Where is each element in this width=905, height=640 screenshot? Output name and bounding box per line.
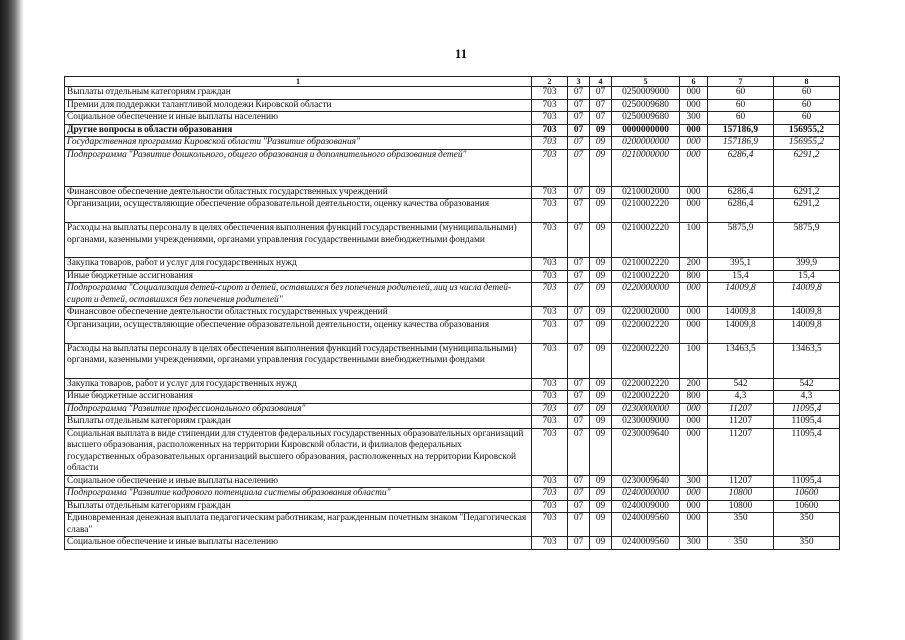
row-subsection-cell: 09 [590,137,612,150]
row-subsection-cell: 09 [590,307,612,320]
row-ministry-code-cell: 703 [532,99,568,112]
table-row [65,99,840,112]
row-amount-year2-cell: 10600 [774,500,840,513]
row-ministry-code-cell: 703 [532,488,568,501]
row-ministry-code-cell: 703 [532,319,568,343]
header-cell: 4 [590,77,612,87]
row-subsection-cell: 09 [590,258,612,271]
table-row [65,343,840,378]
row-expense-type-cell: 000 [680,488,708,501]
row-subsection-cell: 07 [590,112,612,125]
row-target-article-cell: 0240000000 [612,488,680,501]
row-target-article-cell: 0250009000 [612,87,680,100]
row-ministry-code-cell: 703 [532,87,568,100]
row-ministry-code-cell: 703 [532,391,568,404]
row-amount-year2-cell: 14009,8 [774,307,840,320]
row-amount-year2-cell: 399,9 [774,258,840,271]
row-expense-type-cell: 000 [680,307,708,320]
row-name-cell: Организации, осуществляющие обеспечение образовательной деятельности, оценку качества образования [65,319,532,343]
row-subsection-cell: 09 [590,270,612,283]
row-target-article-cell: 0210002000 [612,186,680,199]
row-amount-year2-cell: 4,3 [774,391,840,404]
row-section-cell: 07 [568,488,590,501]
row-amount-year2-cell: 60 [774,87,840,100]
row-amount-year2-cell: 6291,2 [774,149,840,186]
row-section-cell: 07 [568,270,590,283]
table-row [65,488,840,501]
row-target-article-cell: 0210000000 [612,149,680,186]
row-ministry-code-cell: 703 [532,475,568,488]
row-target-article-cell: 0200000000 [612,137,680,150]
row-section-cell: 07 [568,124,590,137]
table-row [65,186,840,199]
table-row [65,391,840,404]
row-ministry-code-cell: 703 [532,186,568,199]
row-name-cell: Расходы на выплаты персоналу в целях обеспечения выполнения функций государственными (муниципальными) органами, казенными учреждениями, органами управления государственными внебюджетными фондами [65,343,532,378]
row-target-article-cell: 0240009000 [612,500,680,513]
row-subsection-cell: 07 [590,87,612,100]
row-amount-year1-cell: 157186,9 [708,137,774,150]
row-amount-year1-cell: 5875,9 [708,223,774,258]
row-amount-year2-cell: 350 [774,537,840,550]
row-name-cell: Подпрограмма "Развитие дошкольного, общего образования и дополнительного образования детей" [65,149,532,186]
row-amount-year2-cell: 15,4 [774,270,840,283]
row-ministry-code-cell: 703 [532,403,568,416]
table-row [65,270,840,283]
row-section-cell: 07 [568,307,590,320]
row-amount-year1-cell: 11207 [708,403,774,416]
row-amount-year1-cell: 542 [708,378,774,391]
row-target-article-cell: 0220002220 [612,343,680,378]
row-target-article-cell: 0230009000 [612,416,680,429]
row-subsection-cell: 09 [590,500,612,513]
row-target-article-cell: 0240009560 [612,513,680,537]
row-amount-year2-cell: 11095,4 [774,403,840,416]
row-section-cell: 07 [568,258,590,271]
row-subsection-cell: 09 [590,149,612,186]
table-row [65,283,840,307]
row-ministry-code-cell: 703 [532,137,568,150]
row-section-cell: 07 [568,343,590,378]
row-ministry-code-cell: 703 [532,112,568,125]
row-section-cell: 07 [568,283,590,307]
row-amount-year2-cell: 156955,2 [774,137,840,150]
row-section-cell: 07 [568,112,590,125]
table-row [65,137,840,150]
row-name-cell: Подпрограмма "Развитие профессионального образования" [65,403,532,416]
row-section-cell: 07 [568,378,590,391]
header-cell: 1 [65,77,532,87]
row-expense-type-cell: 000 [680,428,708,475]
row-subsection-cell: 09 [590,199,612,223]
row-name-cell: Выплаты отдельным категориям граждан [65,500,532,513]
row-subsection-cell: 09 [590,186,612,199]
row-expense-type-cell: 200 [680,378,708,391]
header-cell: 5 [612,77,680,87]
row-section-cell: 07 [568,223,590,258]
row-name-cell: Социальное обеспечение и иные выплаты населению [65,537,532,550]
row-ministry-code-cell: 703 [532,270,568,283]
row-expense-type-cell: 800 [680,270,708,283]
row-amount-year2-cell: 6291,2 [774,199,840,223]
row-target-article-cell: 0240009560 [612,537,680,550]
row-amount-year2-cell: 13463,5 [774,343,840,378]
header-cell: 8 [774,77,840,87]
row-amount-year1-cell: 6286,4 [708,199,774,223]
row-ministry-code-cell: 703 [532,283,568,307]
row-subsection-cell: 09 [590,513,612,537]
table-row [65,149,840,186]
table-row [65,428,840,475]
row-expense-type-cell: 300 [680,112,708,125]
row-section-cell: 07 [568,87,590,100]
row-ministry-code-cell: 703 [532,378,568,391]
row-section-cell: 07 [568,137,590,150]
row-section-cell: 07 [568,149,590,186]
row-section-cell: 07 [568,416,590,429]
row-expense-type-cell: 000 [680,403,708,416]
row-target-article-cell: 0220002220 [612,378,680,391]
row-name-cell: Подпрограмма "Развитие кадрового потенциала системы образования области" [65,488,532,501]
table-row [65,513,840,537]
scan-left-edge-shadow [0,0,24,640]
table-row [65,112,840,125]
table-row [65,403,840,416]
row-amount-year1-cell: 60 [708,87,774,100]
table-row [65,199,840,223]
row-target-article-cell: 0230009640 [612,475,680,488]
row-name-cell: Единовременная денежная выплата педагогическим работникам, награжденным почетным знаком "Педагогическая слава" [65,513,532,537]
row-subsection-cell: 09 [590,343,612,378]
row-name-cell: Финансовое обеспечение деятельности областных государственных учреждений [65,186,532,199]
row-target-article-cell: 0220002220 [612,319,680,343]
row-amount-year1-cell: 60 [708,112,774,125]
row-expense-type-cell: 300 [680,475,708,488]
table-body [65,87,840,550]
row-section-cell: 07 [568,500,590,513]
row-amount-year1-cell: 11207 [708,475,774,488]
row-amount-year1-cell: 10800 [708,500,774,513]
row-target-article-cell: 0210002220 [612,270,680,283]
table-header-row [65,77,840,87]
row-ministry-code-cell: 703 [532,428,568,475]
row-expense-type-cell: 200 [680,258,708,271]
row-amount-year2-cell: 6291,2 [774,186,840,199]
row-section-cell: 07 [568,186,590,199]
row-name-cell: Социальное обеспечение и иные выплаты населению [65,112,532,125]
row-amount-year1-cell: 350 [708,513,774,537]
row-amount-year2-cell: 60 [774,112,840,125]
row-target-article-cell: 0210002220 [612,199,680,223]
row-name-cell: Иные бюджетные ассигнования [65,270,532,283]
row-expense-type-cell: 300 [680,537,708,550]
row-expense-type-cell: 000 [680,199,708,223]
row-ministry-code-cell: 703 [532,307,568,320]
row-name-cell: Другие вопросы в области образования [65,124,532,137]
table-row [65,258,840,271]
row-ministry-code-cell: 703 [532,343,568,378]
row-ministry-code-cell: 703 [532,500,568,513]
row-amount-year1-cell: 10800 [708,488,774,501]
row-subsection-cell: 09 [590,428,612,475]
table-row [65,124,840,137]
row-amount-year2-cell: 11095,4 [774,416,840,429]
table-row [65,416,840,429]
row-section-cell: 07 [568,513,590,537]
row-amount-year1-cell: 14009,8 [708,307,774,320]
row-target-article-cell: 0250009680 [612,112,680,125]
row-amount-year2-cell: 156955,2 [774,124,840,137]
row-ministry-code-cell: 703 [532,199,568,223]
row-subsection-cell: 09 [590,403,612,416]
table-row [65,500,840,513]
row-expense-type-cell: 000 [680,513,708,537]
row-subsection-cell: 09 [590,416,612,429]
row-section-cell: 07 [568,475,590,488]
row-target-article-cell: 0250009680 [612,99,680,112]
row-expense-type-cell: 000 [680,87,708,100]
row-section-cell: 07 [568,199,590,223]
row-amount-year1-cell: 60 [708,99,774,112]
row-section-cell: 07 [568,537,590,550]
row-amount-year1-cell: 13463,5 [708,343,774,378]
table-row [65,475,840,488]
row-amount-year1-cell: 6286,4 [708,186,774,199]
row-name-cell: Финансовое обеспечение деятельности областных государственных учреждений [65,307,532,320]
row-expense-type-cell: 000 [680,416,708,429]
row-target-article-cell: 0220002220 [612,391,680,404]
row-subsection-cell: 09 [590,378,612,391]
row-ministry-code-cell: 703 [532,223,568,258]
row-ministry-code-cell: 703 [532,149,568,186]
row-expense-type-cell: 000 [680,186,708,199]
row-subsection-cell: 09 [590,475,612,488]
row-expense-type-cell: 000 [680,99,708,112]
row-subsection-cell: 09 [590,283,612,307]
header-cell: 2 [532,77,568,87]
row-expense-type-cell: 000 [680,124,708,137]
row-amount-year1-cell: 157186,9 [708,124,774,137]
row-name-cell: Расходы на выплаты персоналу в целях обеспечения выполнения функций государственными (муниципальными) органами, казенными учреждениями, органами управления государственными внебюджетными фондами [65,223,532,258]
row-amount-year1-cell: 395,1 [708,258,774,271]
row-section-cell: 07 [568,99,590,112]
row-amount-year2-cell: 11095,4 [774,428,840,475]
budget-table [64,76,840,550]
row-subsection-cell: 09 [590,223,612,258]
row-amount-year1-cell: 6286,4 [708,149,774,186]
row-expense-type-cell: 100 [680,223,708,258]
row-subsection-cell: 09 [590,391,612,404]
row-expense-type-cell: 100 [680,343,708,378]
row-amount-year1-cell: 14009,8 [708,319,774,343]
row-expense-type-cell: 000 [680,319,708,343]
row-amount-year1-cell: 4,3 [708,391,774,404]
row-name-cell: Государственная программа Кировской области "Развитие образования" [65,137,532,150]
row-ministry-code-cell: 703 [532,124,568,137]
row-amount-year2-cell: 14009,8 [774,319,840,343]
header-cell: 3 [568,77,590,87]
row-amount-year2-cell: 542 [774,378,840,391]
row-ministry-code-cell: 703 [532,513,568,537]
table-row [65,319,840,343]
row-target-article-cell: 0220002000 [612,307,680,320]
row-amount-year1-cell: 14009,8 [708,283,774,307]
row-ministry-code-cell: 703 [532,416,568,429]
row-ministry-code-cell: 703 [532,258,568,271]
row-name-cell: Социальная выплата в виде стипендии для студентов федеральных государственных образовательных организаций высшего образования, расположенных на территории Кировской области, и филиалов федеральных государственных образовательных организаций высшего образования, расположенных на территории Кировской области [65,428,532,475]
row-name-cell: Закупка товаров, работ и услуг для государственных нужд [65,258,532,271]
row-name-cell: Выплаты отдельным категориям граждан [65,416,532,429]
table-row [65,223,840,258]
table-row [65,307,840,320]
row-expense-type-cell: 000 [680,137,708,150]
row-amount-year2-cell: 60 [774,99,840,112]
row-name-cell: Подпрограмма "Социализация детей-сирот и детей, оставшихся без попечения родителей, лиц из числа детей-сирот и детей, оставшихся без попечения родителей" [65,283,532,307]
row-amount-year2-cell: 5875,9 [774,223,840,258]
table-row [65,537,840,550]
row-amount-year2-cell: 10600 [774,488,840,501]
row-target-article-cell: 0210002220 [612,258,680,271]
row-name-cell: Социальное обеспечение и иные выплаты населению [65,475,532,488]
row-subsection-cell: 09 [590,537,612,550]
row-subsection-cell: 09 [590,124,612,137]
row-section-cell: 07 [568,428,590,475]
header-cell: 7 [708,77,774,87]
row-target-article-cell: 0230009640 [612,428,680,475]
row-amount-year2-cell: 14009,8 [774,283,840,307]
row-target-article-cell: 0230000000 [612,403,680,416]
row-amount-year2-cell: 350 [774,513,840,537]
row-name-cell: Выплаты отдельным категориям граждан [65,87,532,100]
row-expense-type-cell: 800 [680,391,708,404]
row-amount-year1-cell: 15,4 [708,270,774,283]
row-section-cell: 07 [568,319,590,343]
row-amount-year1-cell: 350 [708,537,774,550]
row-subsection-cell: 09 [590,319,612,343]
row-amount-year2-cell: 11095,4 [774,475,840,488]
row-name-cell: Премии для поддержки талантливой молодежи Кировской области [65,99,532,112]
row-name-cell: Иные бюджетные ассигнования [65,391,532,404]
table-row [65,378,840,391]
row-amount-year1-cell: 11207 [708,428,774,475]
row-amount-year1-cell: 11207 [708,416,774,429]
row-expense-type-cell: 000 [680,149,708,186]
row-section-cell: 07 [568,403,590,416]
row-name-cell: Закупка товаров, работ и услуг для государственных нужд [65,378,532,391]
row-expense-type-cell: 000 [680,500,708,513]
row-ministry-code-cell: 703 [532,537,568,550]
row-subsection-cell: 07 [590,99,612,112]
row-expense-type-cell: 000 [680,283,708,307]
table-row [65,87,840,100]
row-target-article-cell: 0210002220 [612,223,680,258]
row-target-article-cell: 0000000000 [612,124,680,137]
header-cell: 6 [680,77,708,87]
row-target-article-cell: 0220000000 [612,283,680,307]
row-section-cell: 07 [568,391,590,404]
row-subsection-cell: 09 [590,488,612,501]
page-number: 11 [454,46,468,61]
row-name-cell: Организации, осуществляющие обеспечение образовательной деятельности, оценку качества образования [65,199,532,223]
